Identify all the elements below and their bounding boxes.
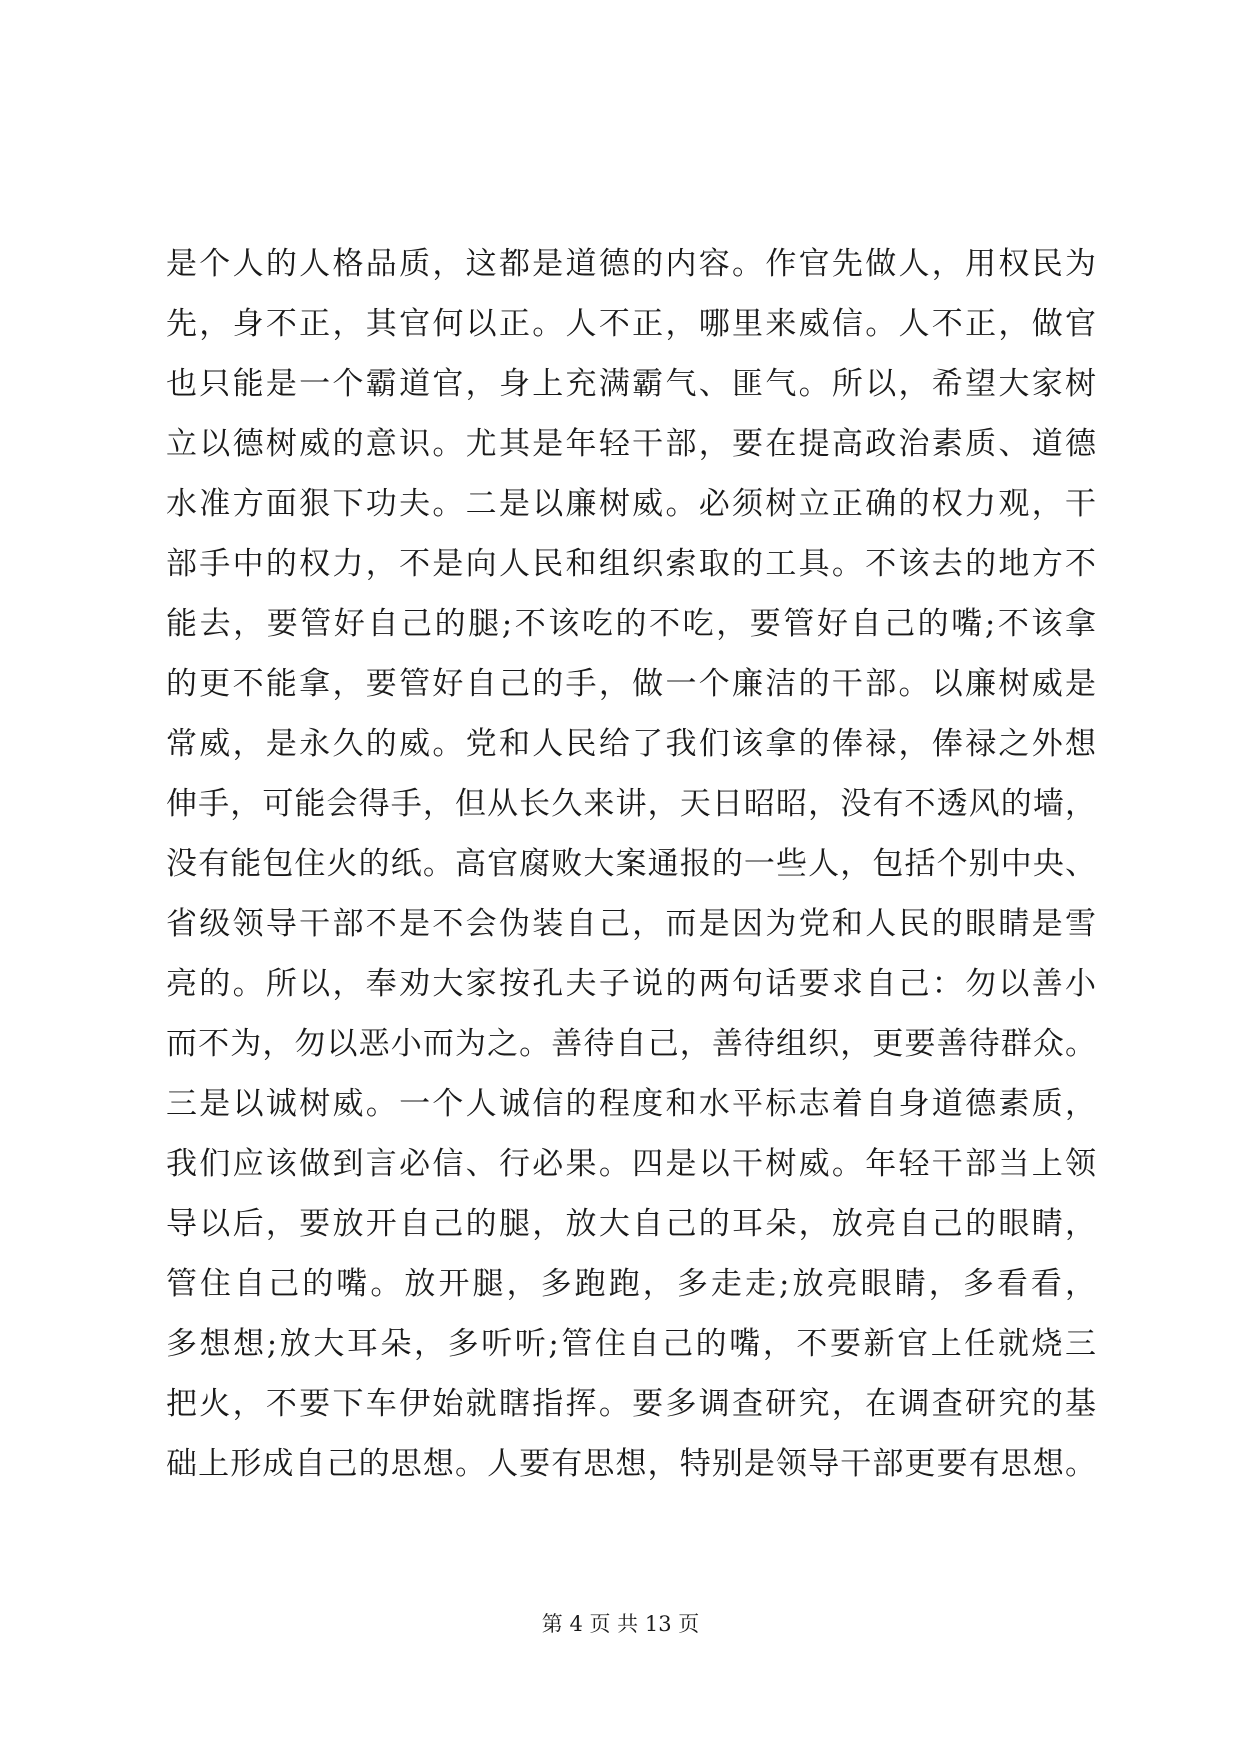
text-line: 亮的。所以，奉劝大家按孔夫子说的两句话要求自己：勿以善小: [166, 966, 1096, 1002]
text-line: 三是以诚树威。一个人诚信的程度和水平标志着自身道德素质，: [166, 1086, 1096, 1122]
text-line: 的更不能拿，要管好自己的手，做一个廉洁的干部。以廉树威是: [166, 666, 1096, 702]
text-line: 管住自己的嘴。放开腿，多跑跑，多走走;放亮眼睛，多看看，: [166, 1266, 1096, 1302]
text-line: 先，身不正，其官何以正。人不正，哪里来威信。人不正，做官: [166, 306, 1096, 342]
text-line: 是个人的人格品质，这都是道德的内容。作官先做人，用权民为: [166, 246, 1096, 282]
text-line: 伸手，可能会得手，但从长久来讲，天日昭昭，没有不透风的墙，: [166, 786, 1096, 822]
text-line: 能去，要管好自己的腿;不该吃的不吃，要管好自己的嘴;不该拿: [166, 606, 1096, 642]
text-line: 多想想;放大耳朵，多听听;管住自己的嘴，不要新官上任就烧三: [166, 1326, 1096, 1362]
page-number: 第 4 页 共 13 页: [541, 1612, 700, 1636]
text-line: 省级领导干部不是不会伪装自己，而是因为党和人民的眼睛是雪: [166, 906, 1096, 942]
text-line: 把火，不要下车伊始就瞎指挥。要多调查研究，在调查研究的基: [166, 1386, 1096, 1422]
text-line: 常威，是永久的威。党和人民给了我们该拿的俸禄，俸禄之外想: [166, 726, 1096, 762]
text-line: 水准方面狠下功夫。二是以廉树威。必须树立正确的权力观，干: [166, 486, 1096, 522]
text-line: 立以德树威的意识。尤其是年轻干部，要在提高政治素质、道德: [166, 426, 1096, 462]
text-line: 我们应该做到言必信、行必果。四是以干树威。年轻干部当上领: [166, 1146, 1096, 1182]
text-line: 础上形成自己的思想。人要有思想，特别是领导干部更要有思想。: [166, 1446, 1096, 1482]
text-line: 没有能包住火的纸。高官腐败大案通报的一些人，包括个别中央、: [166, 846, 1096, 882]
text-line: 也只能是一个霸道官，身上充满霸气、匪气。所以，希望大家树: [166, 366, 1096, 402]
text-line: 部手中的权力，不是向人民和组织索取的工具。不该去的地方不: [166, 546, 1096, 582]
body-text: [166, 234, 1096, 1494]
text-line: 而不为，勿以恶小而为之。善待自己，善待组织，更要善待群众。: [166, 1026, 1096, 1062]
text-line: 导以后，要放开自己的腿，放大自己的耳朵，放亮自己的眼睛，: [166, 1206, 1096, 1242]
